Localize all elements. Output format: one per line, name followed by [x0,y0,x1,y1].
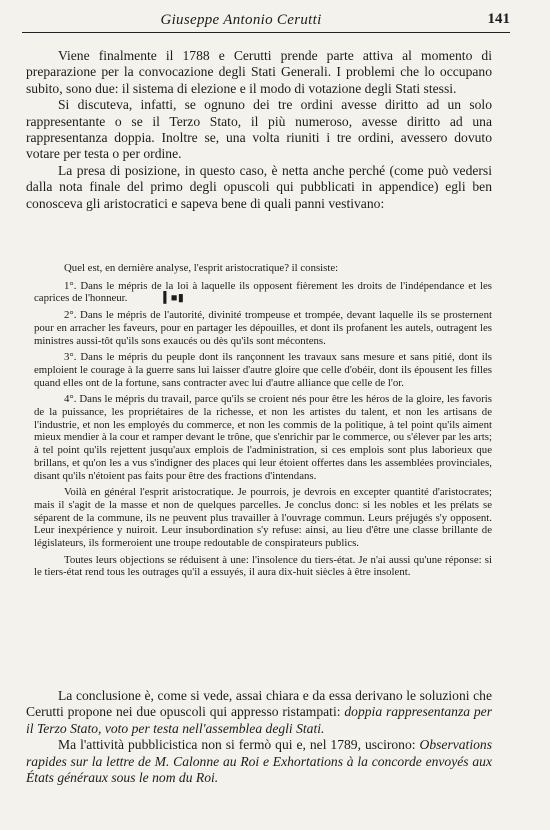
page-header [22,8,510,33]
block-quotation [34,262,492,583]
quote-paragraph: 3°. Dans le mépris du peuple dont ils rançonnent les travaux sans mesure et sans pitié, dont ils emploient le courage à la guerre sans lui laisser d'autre gloire que celle d'obéir, dont ils épousent les filles quand elles ont de la fortune, sans contracter avec lui d'autre alliance que celle de l'or. [34,351,492,389]
running-title: Giuseppe Antonio Cerutti [160,12,322,28]
quote-paragraph: Toutes leurs objections se réduisent à une: l'insolence du tiers-état. Je n'ai aussi qu'une réponse: si le tiers-état rend tous les outrages qu'il a essuyés, il aura dix-huit siècles à être insolent. [34,553,492,579]
closing-text-roman: La conclusione è, come si vede, assai chiara e da essa derivano le soluzioni che Cerutti propone nei due opuscoli qui appresso ristampati: [26,688,492,720]
quote-paragraph: 2°. Dans le mépris de l'autorité, divinité trompeuse et trompée, devant laquelle ils se prosternent pour en arracher les faveurs, pour en partager les dépouilles, et dont ils profanent les autels, outragent les ministres aussi-tôt qu'ils sons exaucés ou dès qu'ils sont mécontens. [34,309,492,347]
quote-paragraph: Quel est, en dernière analyse, l'esprit aristocratique? il consiste: [64,262,339,274]
quote-paragraph: Voilà en général l'esprit aristocratique. Je pourrois, je devrois en excepter quantité d'aristocrates; mais il s'agit de la masse et non de quelques parcelles. Je conclus donc: si les nobles et les prélats se séparent de la commune, ils ne peuvent plus travailler à l'ouvrage commun. Leurs préjugés s'y opposent. Leur inexpérience y nuiroit. Leur insubordination s'y refuse: ainsi, au lieu d'être une classe brillante de législateurs, ils formeroient une troupe redoutable de conspirateurs publics. [34,486,492,550]
quote-text: 1°. Dans le mépris de la loi à laquelle ils opposent fièrement les droits de l'indépendance et les caprices de l'honneur. [34,279,492,305]
quote-paragraph [34,280,492,305]
closing-text-roman: Ma l'attività pubblicistica non si fermò qui e, nel 1789, uscirono: [58,737,416,753]
closing-text-italic: doppia rappresentanza per il Terzo Stato, voto per testa nell'assemblea degli Stati. [26,704,492,736]
closing-paragraph [26,737,492,786]
closing-paragraph [26,688,492,737]
intro-paragraph: Viene finalmente il 1788 e Cerutti prende parte attiva al momento di preparazione per la convocazione degli Stati Generali. I problemi che lo occupano subito, sono due: il sistema di elezione e il modo di votazione degli Stati stessi. [26,48,492,96]
closing-text [26,688,492,786]
intro-paragraph: Si discuteva, infatti, se ognuno dei tre ordini avesse diritto ad un solo rappresentante o se il Terzo Stato, il più numeroso, avesse diritto ad una rappresentanza doppia. Inoltre se, una volta riuniti i tre ordini, avessero dovuto votare per testa o per ordine. [26,97,492,162]
handwritten-mark-icon: ▍■ ▮ [163,292,183,305]
page-number: 141 [487,11,510,27]
quote-paragraph: 4°. Dans le mépris du travail, parce qu'ils se croient nés pour être les héros de la gloire, les favoris de la puissance, les propriétaires de la richesse, et non les artistes du talent, et non les artisans de l'industrie, et non les employés du commerce, et non les commis de la politique, à tel point qu'ils aiment mieux mendier à la cour et ramper devant le trône, que s'enrichir par le commerce, ou s'élever par les arts; à tel point qu'ils rejettent jusqu'aux emplois de l'administration, si ces emplois sont plus laborieux que brillans, et qu'on les a vus s'indigner des places qui leur étoient offertes dans les assemblées provinciales, disant qu'ils n'étoient pas faits pour être des fractions d'intendans. [34,393,492,482]
intro-paragraph: La presa di posizione, in questo caso, è netta anche perché (come può vedersi dalla nota finale del primo degli opuscoli qui pubblicati in appendice) egli ben conosceva gli aristocratici e sapeva bene di quali panni vestivano: [26,162,492,211]
intro-text [26,48,492,212]
closing-text-italic: Observations rapides sur la lettre de M. Calonne au Roi e Exhortations à la concorde envoyés aux États généraux sous le nom du Roi. [26,737,492,786]
